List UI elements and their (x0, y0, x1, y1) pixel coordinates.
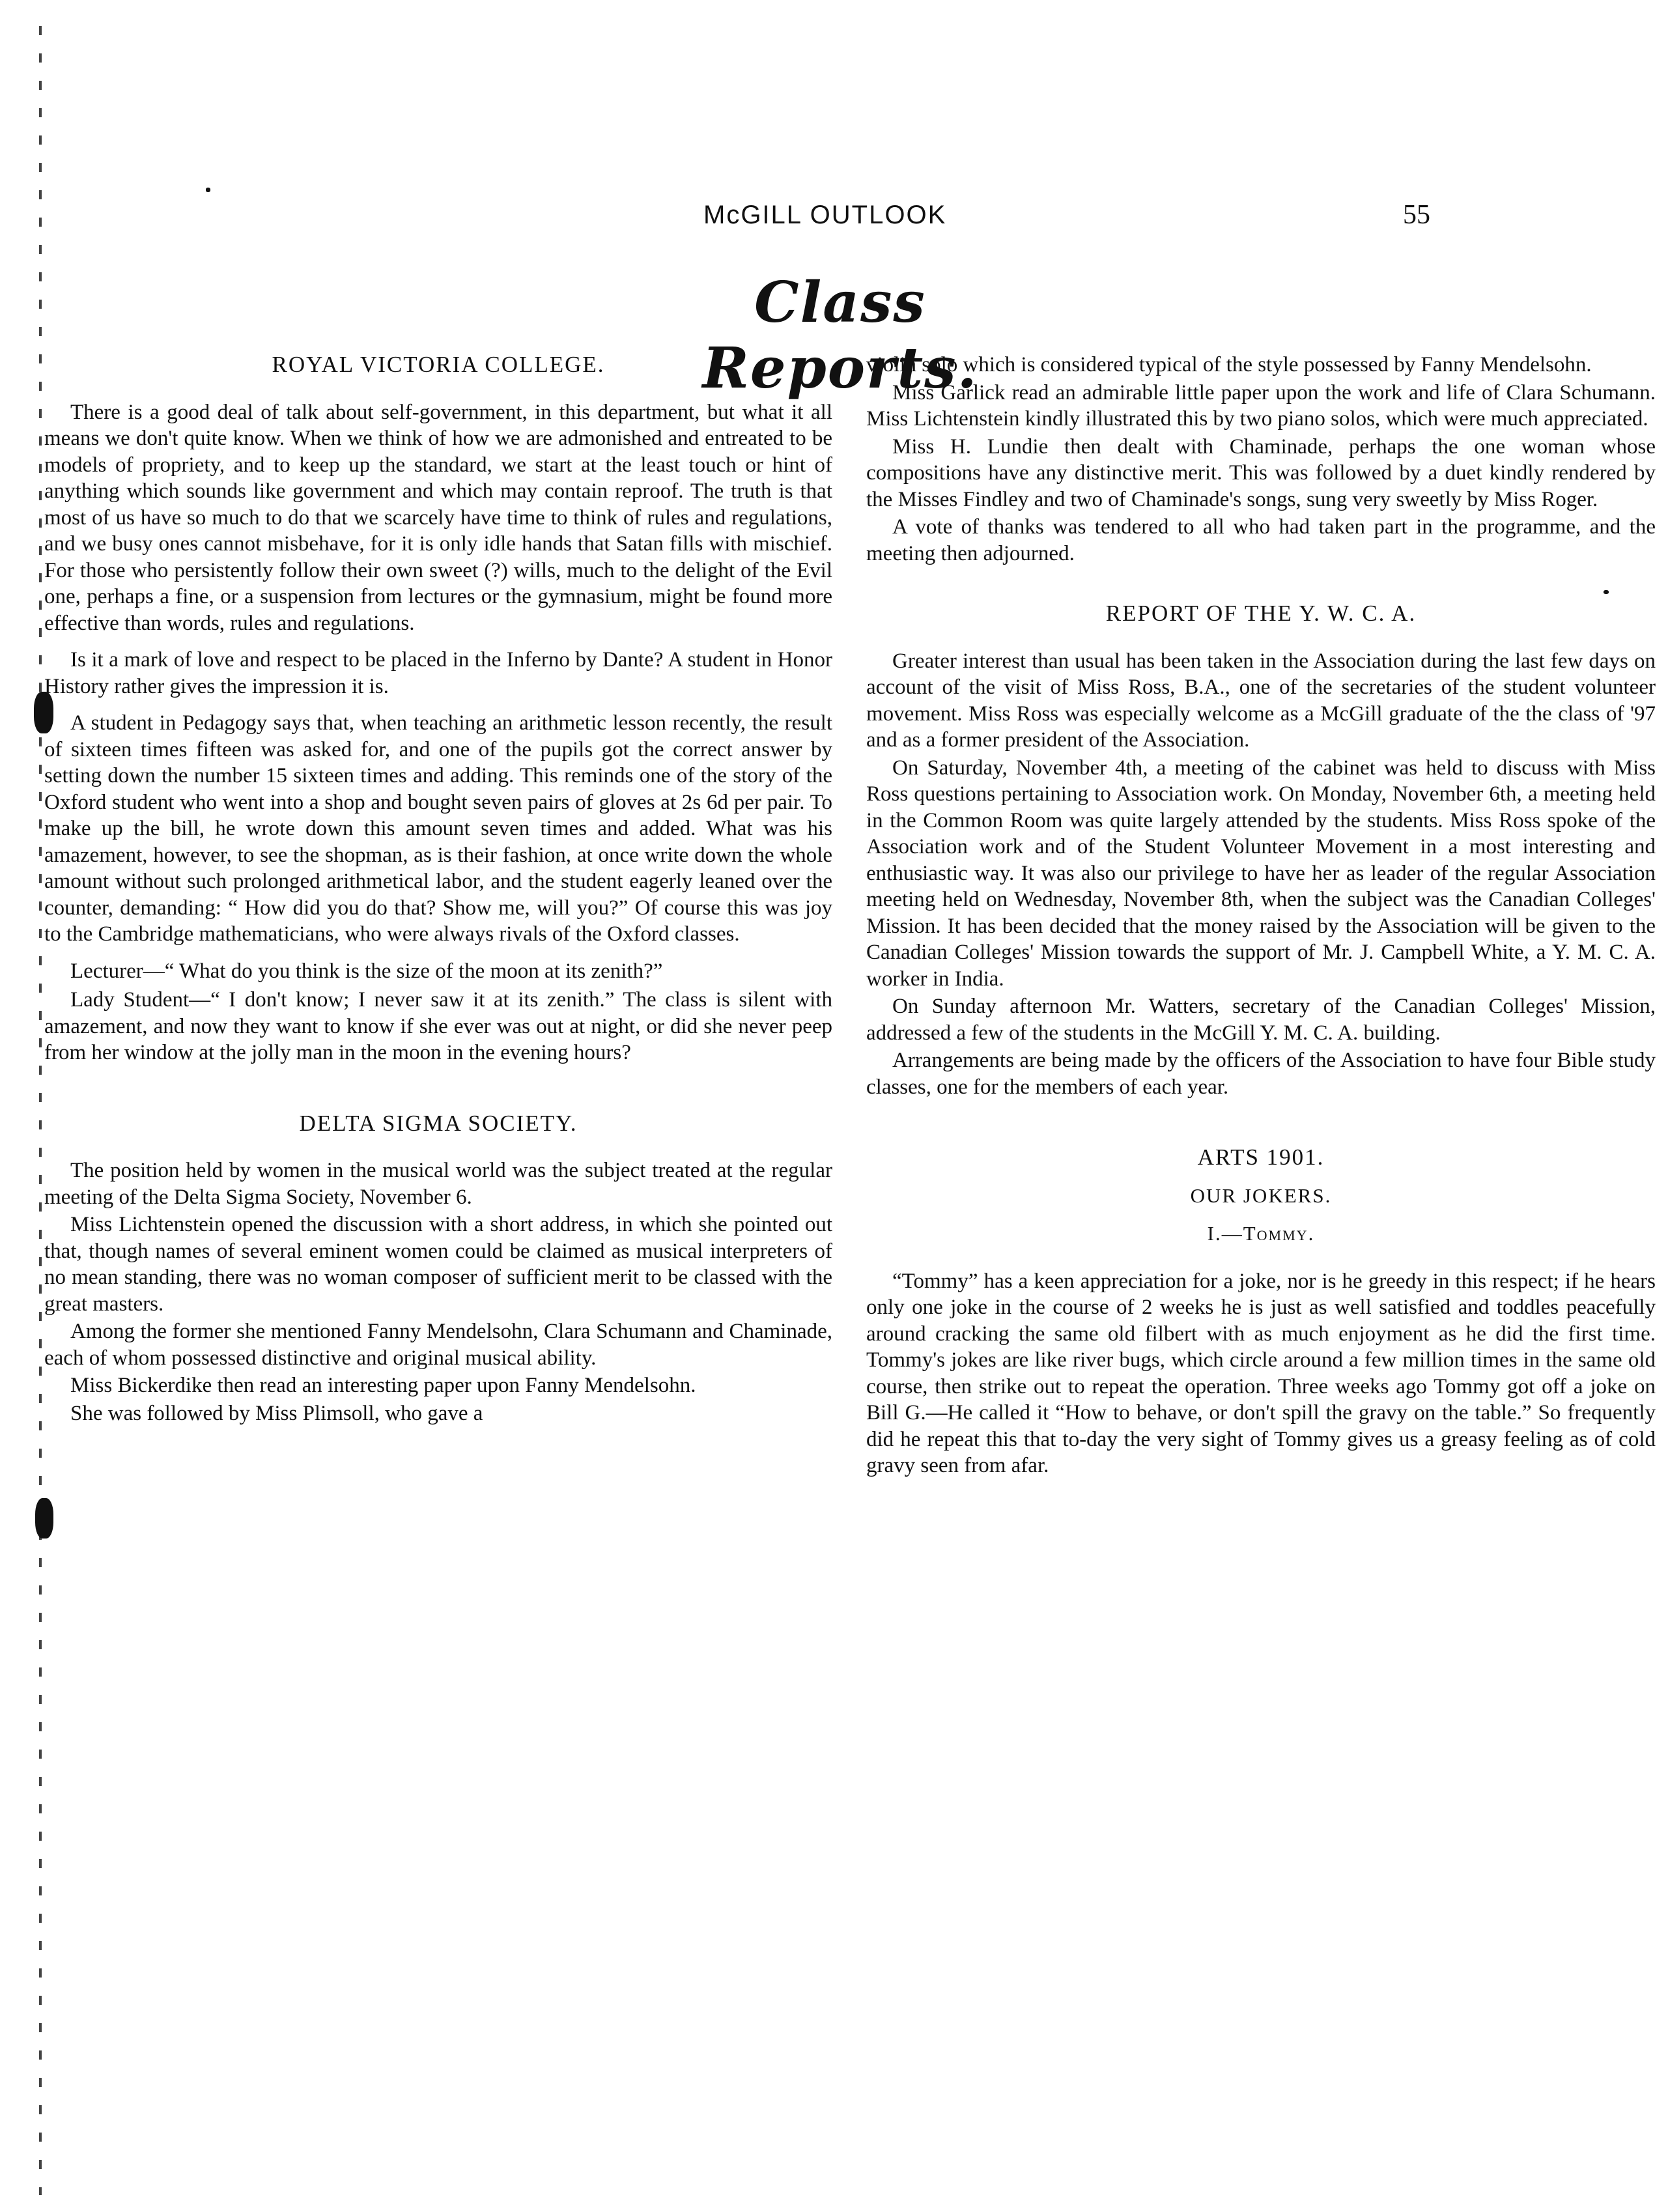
spacer (866, 577, 1656, 601)
paragraph: There is a good deal of talk about self-government, in this department, but what it all means we don't quite know. When we think of how we are admonished and entreated to be models of propriety, and to keep up the standard, we start at the least touch or hint of anything which sounds like government and which may contain reproof. The truth is that most of us have so much to do that we scarcely have time to think of rules and regulations, and we busy ones cannot misbehave, for it is only idle hands that Satan fills with mischief. For those who persistently follow their own sweet (?) wills, much to the delight of the Evil one, perhaps a fine, or a suspension from lectures or the gymnasium, might be found more effective than words, rules and regulations. (44, 400, 832, 635)
page-number: 55 (1403, 200, 1430, 230)
subheading-our-jokers: OUR JOKERS. (1190, 1184, 1332, 1207)
paragraph: Lady Student—“ I don't know; I never saw it at its zenith.” The class is silent with amazement, and now they want to know if she ever was out at night, or did she never peep from her window at the jolly man in the moon in the evening hours? (44, 988, 832, 1064)
page-title: Class Reports. (702, 270, 978, 401)
paragraph: Miss Bickerdike then read an interesting paper upon Fanny Mendelsohn. (70, 1374, 696, 1397)
section-heading-arts-1901: ARTS 1901. (1197, 1144, 1325, 1170)
paragraph: Miss H. Lundie then dealt with Chaminade, perhaps the one woman whose compositions have any distinctive merit. This was followed by a duet kindly rendered by the Misses Findley and two of Chaminade's songs, sung very sweetly by Miss Roger. (866, 434, 1656, 511)
spacer (866, 1111, 1656, 1144)
paragraph: On Saturday, November 4th, a meeting of the cabinet was held to discuss with Miss Ross questions pertaining to Association work. On Monday, November 6th, a meeting held in the Common Room was quite largely attended by the students. Miss Ross spoke of the Association work and of the Student Volunteer Movement in a most interesting and enthusiastic way. It was also our privilege to have her as leader of the regular Association meeting held on Wednesday, November 8th, when the subject was the Canadian Colleges' Mission. It has been decided that the money raised by the Association will be given to the Canadian Colleges' Mission towards the support of Mr. J. Campbell White, a Y. M. C. A. worker in India. (866, 756, 1656, 991)
ink-blot (35, 1498, 53, 1538)
section-heading-delta-sigma: DELTA SIGMA SOCIETY. (299, 1110, 578, 1136)
right-column (866, 352, 1656, 1490)
paragraph: Lecturer—“ What do you think is the size of the moon at its zenith?” (70, 959, 663, 983)
spacer (44, 1077, 832, 1111)
paragraph: Among the former she mentioned Fanny Mendelsohn, Clara Schumann and Chaminade, each of whom possessed distinctive and original musical ability. (44, 1320, 832, 1370)
paragraph: “Tommy” has a keen appreciation for a joke, nor is he greedy in this respect; if he hears only one joke in the course of 2 weeks he is just as well satisfied and toddles peacefully around cracking the same old filbert with as much enjoyment as he did the first time. Tommy's jokes are like river bugs, which circle around a few million times in the same old course, then strike out to repeat the operation. Three weeks ago Tommy got off a joke on Bill G.—He called it “How to behave, or don't spill the gravy on the table.” So frequently did he repeat this that to-day the very sight of Tommy gives us a greasy feeling as of cold gravy seen from afar. (866, 1269, 1656, 1477)
scan-binding-edge (39, 26, 42, 2195)
paragraph: On Sunday afternoon Mr. Watters, secretary of the Canadian Colleges' Mission, addressed a few of the students in the McGill Y. M. C. A. building. (866, 995, 1656, 1045)
subheading-tommy: I.—Tommy. (1207, 1222, 1315, 1245)
paragraph: A student in Pedagogy says that, when teaching an arithmetic lesson recently, the result of sixteen times fifteen was asked for, and one of the pupils got the correct answer by setting down the number 15 sixteen times and adding. This reminds one of the story of the Oxford student who went into a shop and bought seven pairs of gloves at 2s 6d per pair. To make up the bill, he wrote down this amount seven times and added. What was his amazement, however, to see the shopman, as is their fashion, at once write down the whole amount without such prolonged arithmetical labor, and the student eagerly leaned over the counter, demanding: “ How did you do that? Show me, will you?” Of course this was joy to the Cambridge mathematicians, who were always rivals of the Oxford classes. (44, 711, 832, 946)
paragraph: A vote of thanks was tendered to all who had taken part in the programme, and the meeting then adjourned. (866, 515, 1656, 565)
paragraph: Miss Lichtenstein opened the discussion with a short address, in which she pointed out that, though names of several eminent women could be claimed as musical interpreters of no mean standing, there was no woman composer of sufficient merit to be classed with the great masters. (44, 1213, 832, 1316)
ink-blot (206, 188, 210, 192)
paragraph: Arrangements are being made by the officers of the Association to have four Bible study classes, one for the members of each year. (866, 1049, 1656, 1099)
left-column (44, 352, 832, 1437)
paragraph: violin solo which is considered typical of the style possessed by Fanny Mendelsohn. (866, 353, 1592, 376)
paragraph: Greater interest than usual has been taken in the Association during the last few days on account of the visit of Miss Ross, B.A., one of the secretaries of the student volunteer movement. Miss Ross was especially welcome as a McGill graduate of the the class of '97 and as a former president of the Association. (866, 649, 1656, 752)
paragraph: The position held by women in the musical world was the subject treated at the regular meeting of the Delta Sigma Society, November 6. (44, 1159, 832, 1209)
paragraph: Is it a mark of love and respect to be placed in the Inferno by Dante? A student in Honor History rather gives the impression it is. (44, 648, 832, 698)
section-heading-ywca: REPORT OF THE Y. W. C. A. (1105, 601, 1417, 626)
running-title: McGILL OUTLOOK (703, 201, 947, 229)
paragraph: Miss Garlick read an admirable little paper upon the work and life of Clara Schumann. Miss Lichtenstein kindly illustrated this by two piano solos, which were much appreciated. (866, 380, 1656, 431)
paragraph: She was followed by Miss Plimsoll, who gave a (70, 1401, 483, 1425)
section-heading-rvc: ROYAL VICTORIA COLLEGE. (272, 352, 605, 377)
